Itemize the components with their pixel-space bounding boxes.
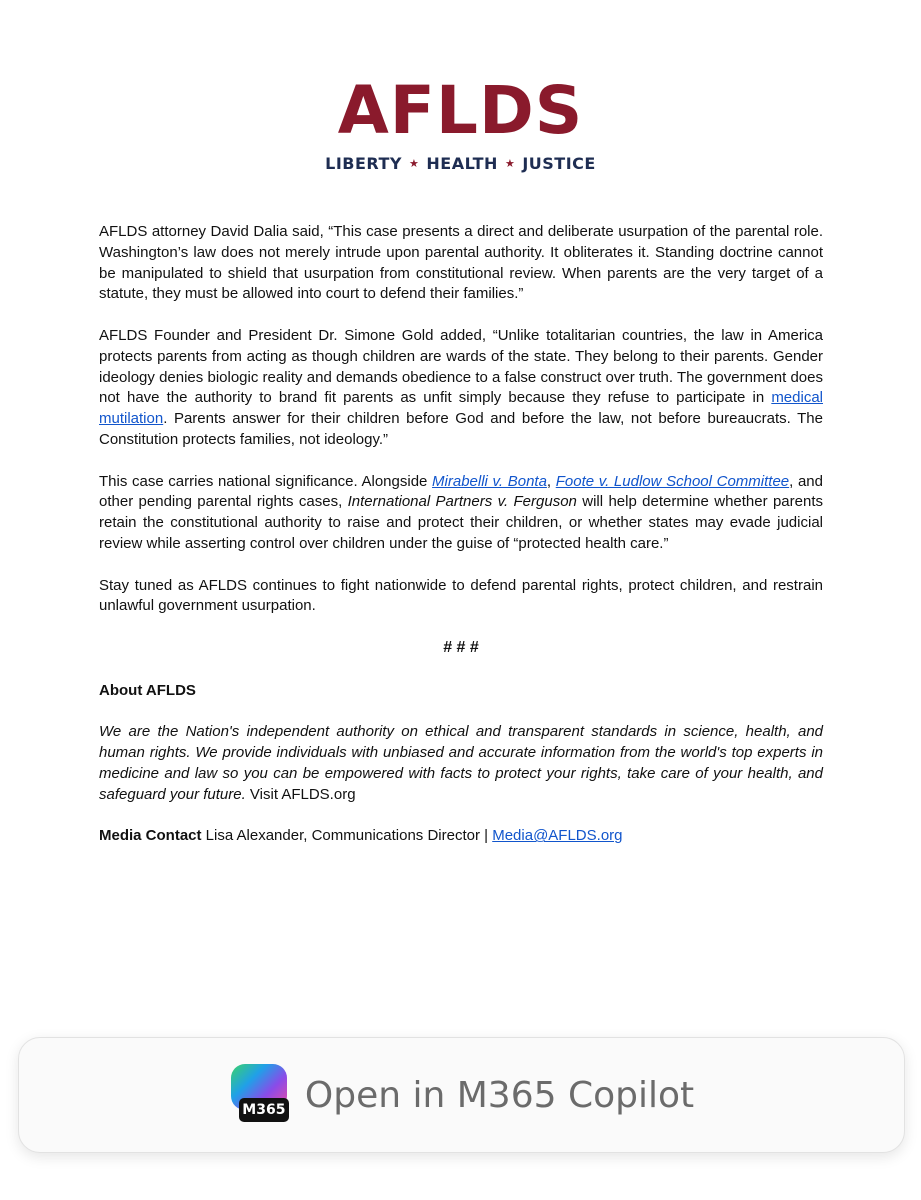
about-italic: We are the Nation's independent authority on ethical and transparent standards in science, health, and human rights. We provide individuals with unbiased and accurate information from the world's top experts in medicine and law so you can be empowered with facts to protect your rights, take care of your health, and safeguard your future. bbox=[99, 723, 823, 803]
star-icon: ★ bbox=[504, 157, 516, 170]
open-in-copilot-content bbox=[19, 1038, 904, 1152]
media-contact-label: Media Contact bbox=[99, 827, 202, 845]
about-text bbox=[99, 722, 823, 805]
media-contact-text: Lisa Alexander, Communications Director | bbox=[201, 827, 493, 845]
foote-v-ludlow-link[interactable]: Foote v. Ludlow School Committee bbox=[555, 472, 790, 490]
separator-text: , bbox=[546, 472, 556, 490]
open-in-copilot-button[interactable] bbox=[18, 1037, 905, 1153]
tagline-liberty: LIBERTY bbox=[325, 154, 403, 173]
aflds-logo bbox=[0, 72, 921, 173]
document-body bbox=[99, 222, 823, 868]
about-visit: Visit AFLDS.org bbox=[245, 785, 356, 803]
copilot-icon bbox=[229, 1064, 291, 1126]
paragraph-text: This case carries national significance. Alongside bbox=[99, 472, 433, 490]
logo-wordmark: AFLDS bbox=[337, 72, 584, 149]
paragraph-significance bbox=[99, 472, 823, 555]
about-heading: About AFLDS bbox=[99, 681, 196, 699]
paragraph-text: . Parents answer for their children before God and before the law, not before bureaucrats. The Constitution protects families, not ideology.” bbox=[99, 410, 823, 448]
tagline-justice: JUSTICE bbox=[522, 154, 596, 173]
paragraph-text: AFLDS Founder and President Dr. Simone Gold added, “Unlike totalitarian countries, the law in America protects parents from acting as though children are wards of the state. They belong to their parents. Gender ideology denies biologic reality and demands obedience to a false construct over truth. The government does not have the authority to brand fit parents as unfit simply because they refuse to participate in bbox=[99, 326, 823, 407]
media-contact bbox=[99, 826, 823, 847]
star-icon: ★ bbox=[409, 157, 420, 170]
paragraph-dalia-quote: AFLDS attorney David Dalia said, “This case presents a direct and deliberate usurpation of the parental role. Washington’s law does not merely intrude upon parental authority. It obliterates it. Standing doctrine cannot be manipulated to shield that usurpation from constitutional review. When parents are the very target of a statute, they must be allowed into court to defend their families.” bbox=[99, 223, 823, 303]
section-divider: # # # bbox=[443, 638, 479, 656]
open-in-copilot-label: Open in M365 Copilot bbox=[304, 1074, 695, 1116]
m365-badge: M365 bbox=[239, 1098, 289, 1122]
medical-mutilation-link[interactable]: medical mutilation bbox=[99, 389, 823, 428]
logo-tagline bbox=[0, 154, 921, 173]
paragraph-text: will help determine whether parents retain the constitutional authority to raise and protect their children, or whether states may evade judicial review while asserting control over children under the guise of “protected health care.” bbox=[99, 493, 823, 552]
case-name: International Partners v. Ferguson bbox=[347, 493, 577, 511]
tagline-health: HEALTH bbox=[426, 154, 498, 173]
paragraph-text: , and other pending parental rights cases, bbox=[99, 472, 823, 511]
media-email-link[interactable]: Media@AFLDS.org bbox=[492, 827, 623, 845]
paragraph-stay-tuned: Stay tuned as AFLDS continues to fight nationwide to defend parental rights, protect children, and restrain unlawful government usurpation. bbox=[99, 576, 823, 615]
mirabelli-v-bonta-link[interactable]: Mirabelli v. Bonta bbox=[432, 472, 547, 490]
paragraph-gold-quote bbox=[99, 326, 823, 451]
